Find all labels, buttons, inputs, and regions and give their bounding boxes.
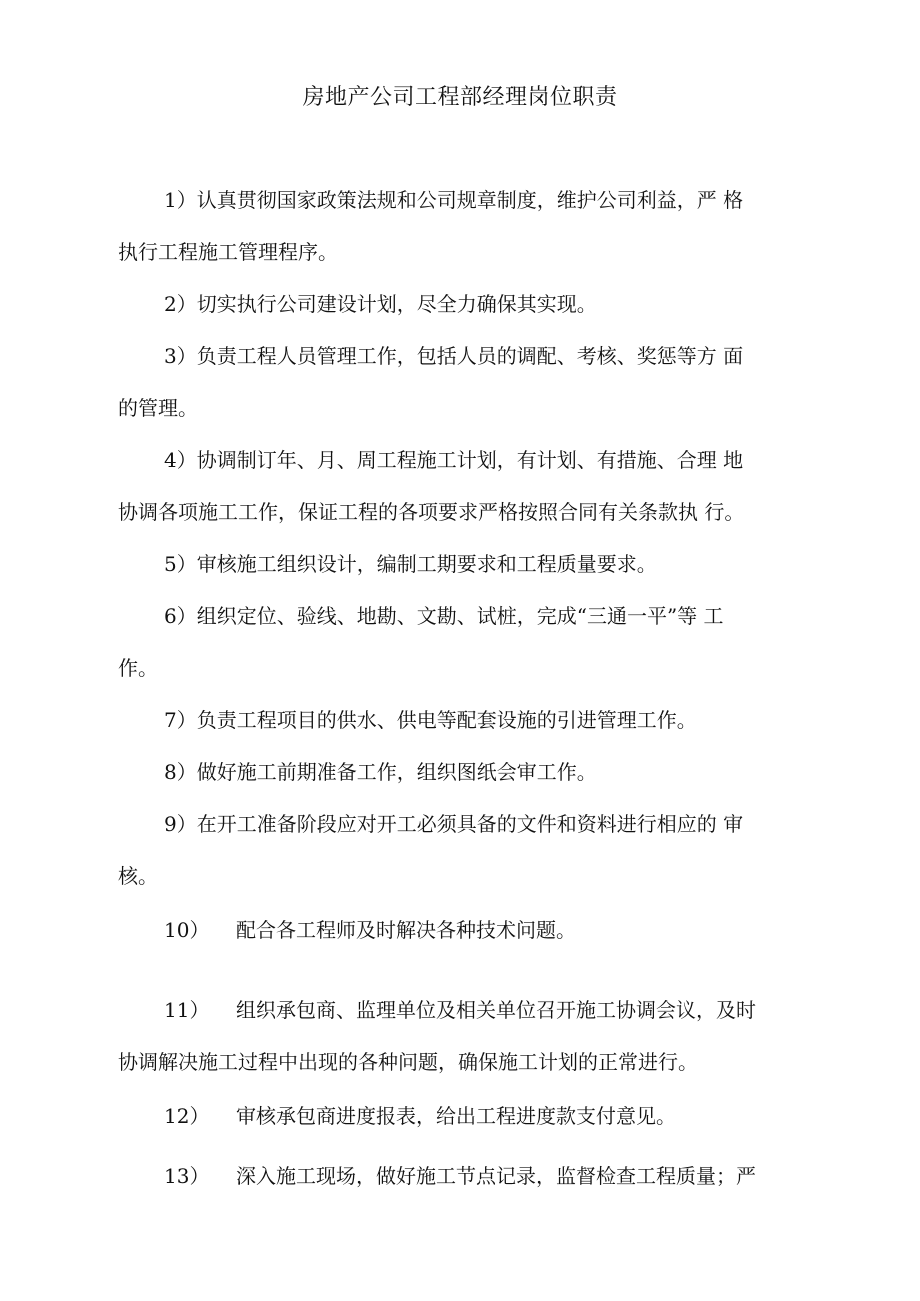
item-number: 4）	[164, 448, 197, 472]
item-text-line: 审核施工组织设计，编制工期要求和工程质量要求。	[196, 552, 657, 576]
duty-item-1	[118, 174, 802, 278]
document-title: 房地产公司工程部经理岗位职责	[302, 85, 618, 110]
duty-item-8	[118, 746, 802, 798]
item-number: 3）	[164, 344, 197, 368]
duty-item-2	[118, 278, 802, 330]
item-number: 10）	[164, 918, 210, 942]
item-text-line: 负责工程人员管理工作，包括人员的调配、考核、奖惩等方 面	[196, 344, 744, 368]
item-number: 6）	[164, 604, 197, 628]
item-number: 9）	[164, 812, 197, 836]
duty-item-10	[118, 904, 802, 956]
duty-item-9	[118, 798, 802, 902]
item-text-line: 做好施工前期准备工作，组织图纸会审工作。	[196, 760, 597, 784]
item-text-line: 核。	[118, 864, 158, 888]
duty-item-6	[118, 590, 802, 694]
item-text-line: 协调制订年、月、周工程施工计划，有计划、有措施、合理 地	[196, 448, 744, 472]
item-text-line: 执行工程施工管理程序。	[118, 240, 338, 264]
duty-item-11	[118, 984, 802, 1088]
item-text-line: 协调解决施工过程中出现的各种问题，确保施工计划的正常进行。	[118, 1050, 698, 1074]
item-number: 2）	[164, 292, 197, 316]
item-text-line: 的管理。	[118, 396, 198, 420]
duty-item-3	[118, 330, 802, 434]
item-text-line: 组织承包商、监理单位及相关单位召开施工协调会议，及时	[236, 998, 756, 1022]
item-text-line: 在开工准备阶段应对开工必须具备的文件和资料进行相应的 审	[196, 812, 744, 836]
item-text-line: 作。	[118, 656, 158, 680]
item-number: 5）	[164, 552, 197, 576]
item-text-line: 审核承包商进度报表，给出工程进度款支付意见。	[236, 1104, 676, 1128]
item-text-line: 深入施工现场，做好施工节点记录，监督检查工程质量；严	[236, 1164, 756, 1188]
item-number: 11）	[164, 998, 210, 1022]
duty-item-13	[118, 1150, 802, 1202]
item-number: 7）	[164, 708, 197, 732]
item-text-line: 协调各项施工工作，保证工程的各项要求严格按照合同有关条款执 行。	[118, 500, 745, 524]
item-number: 1）	[164, 188, 197, 212]
duty-item-5	[118, 538, 802, 590]
item-number: 8）	[164, 760, 197, 784]
item-text-line: 负责工程项目的供水、供电等配套设施的引进管理工作。	[196, 708, 697, 732]
item-text-line: 认真贯彻国家政策法规和公司规章制度，维护公司利益，严 格	[196, 188, 744, 212]
item-number: 13）	[164, 1164, 210, 1188]
item-text-line: 配合各工程师及时解决各种技术问题。	[236, 918, 576, 942]
duty-item-4	[118, 434, 802, 538]
item-number: 12）	[164, 1104, 210, 1128]
duty-item-12	[118, 1090, 802, 1142]
item-text-line: 切实执行公司建设计划，尽全力确保其实现。	[196, 292, 597, 316]
item-text-line: 组织定位、验线、地勘、文勘、试桩，完成“三通一平”等 工	[196, 604, 724, 628]
duty-item-7	[118, 694, 802, 746]
